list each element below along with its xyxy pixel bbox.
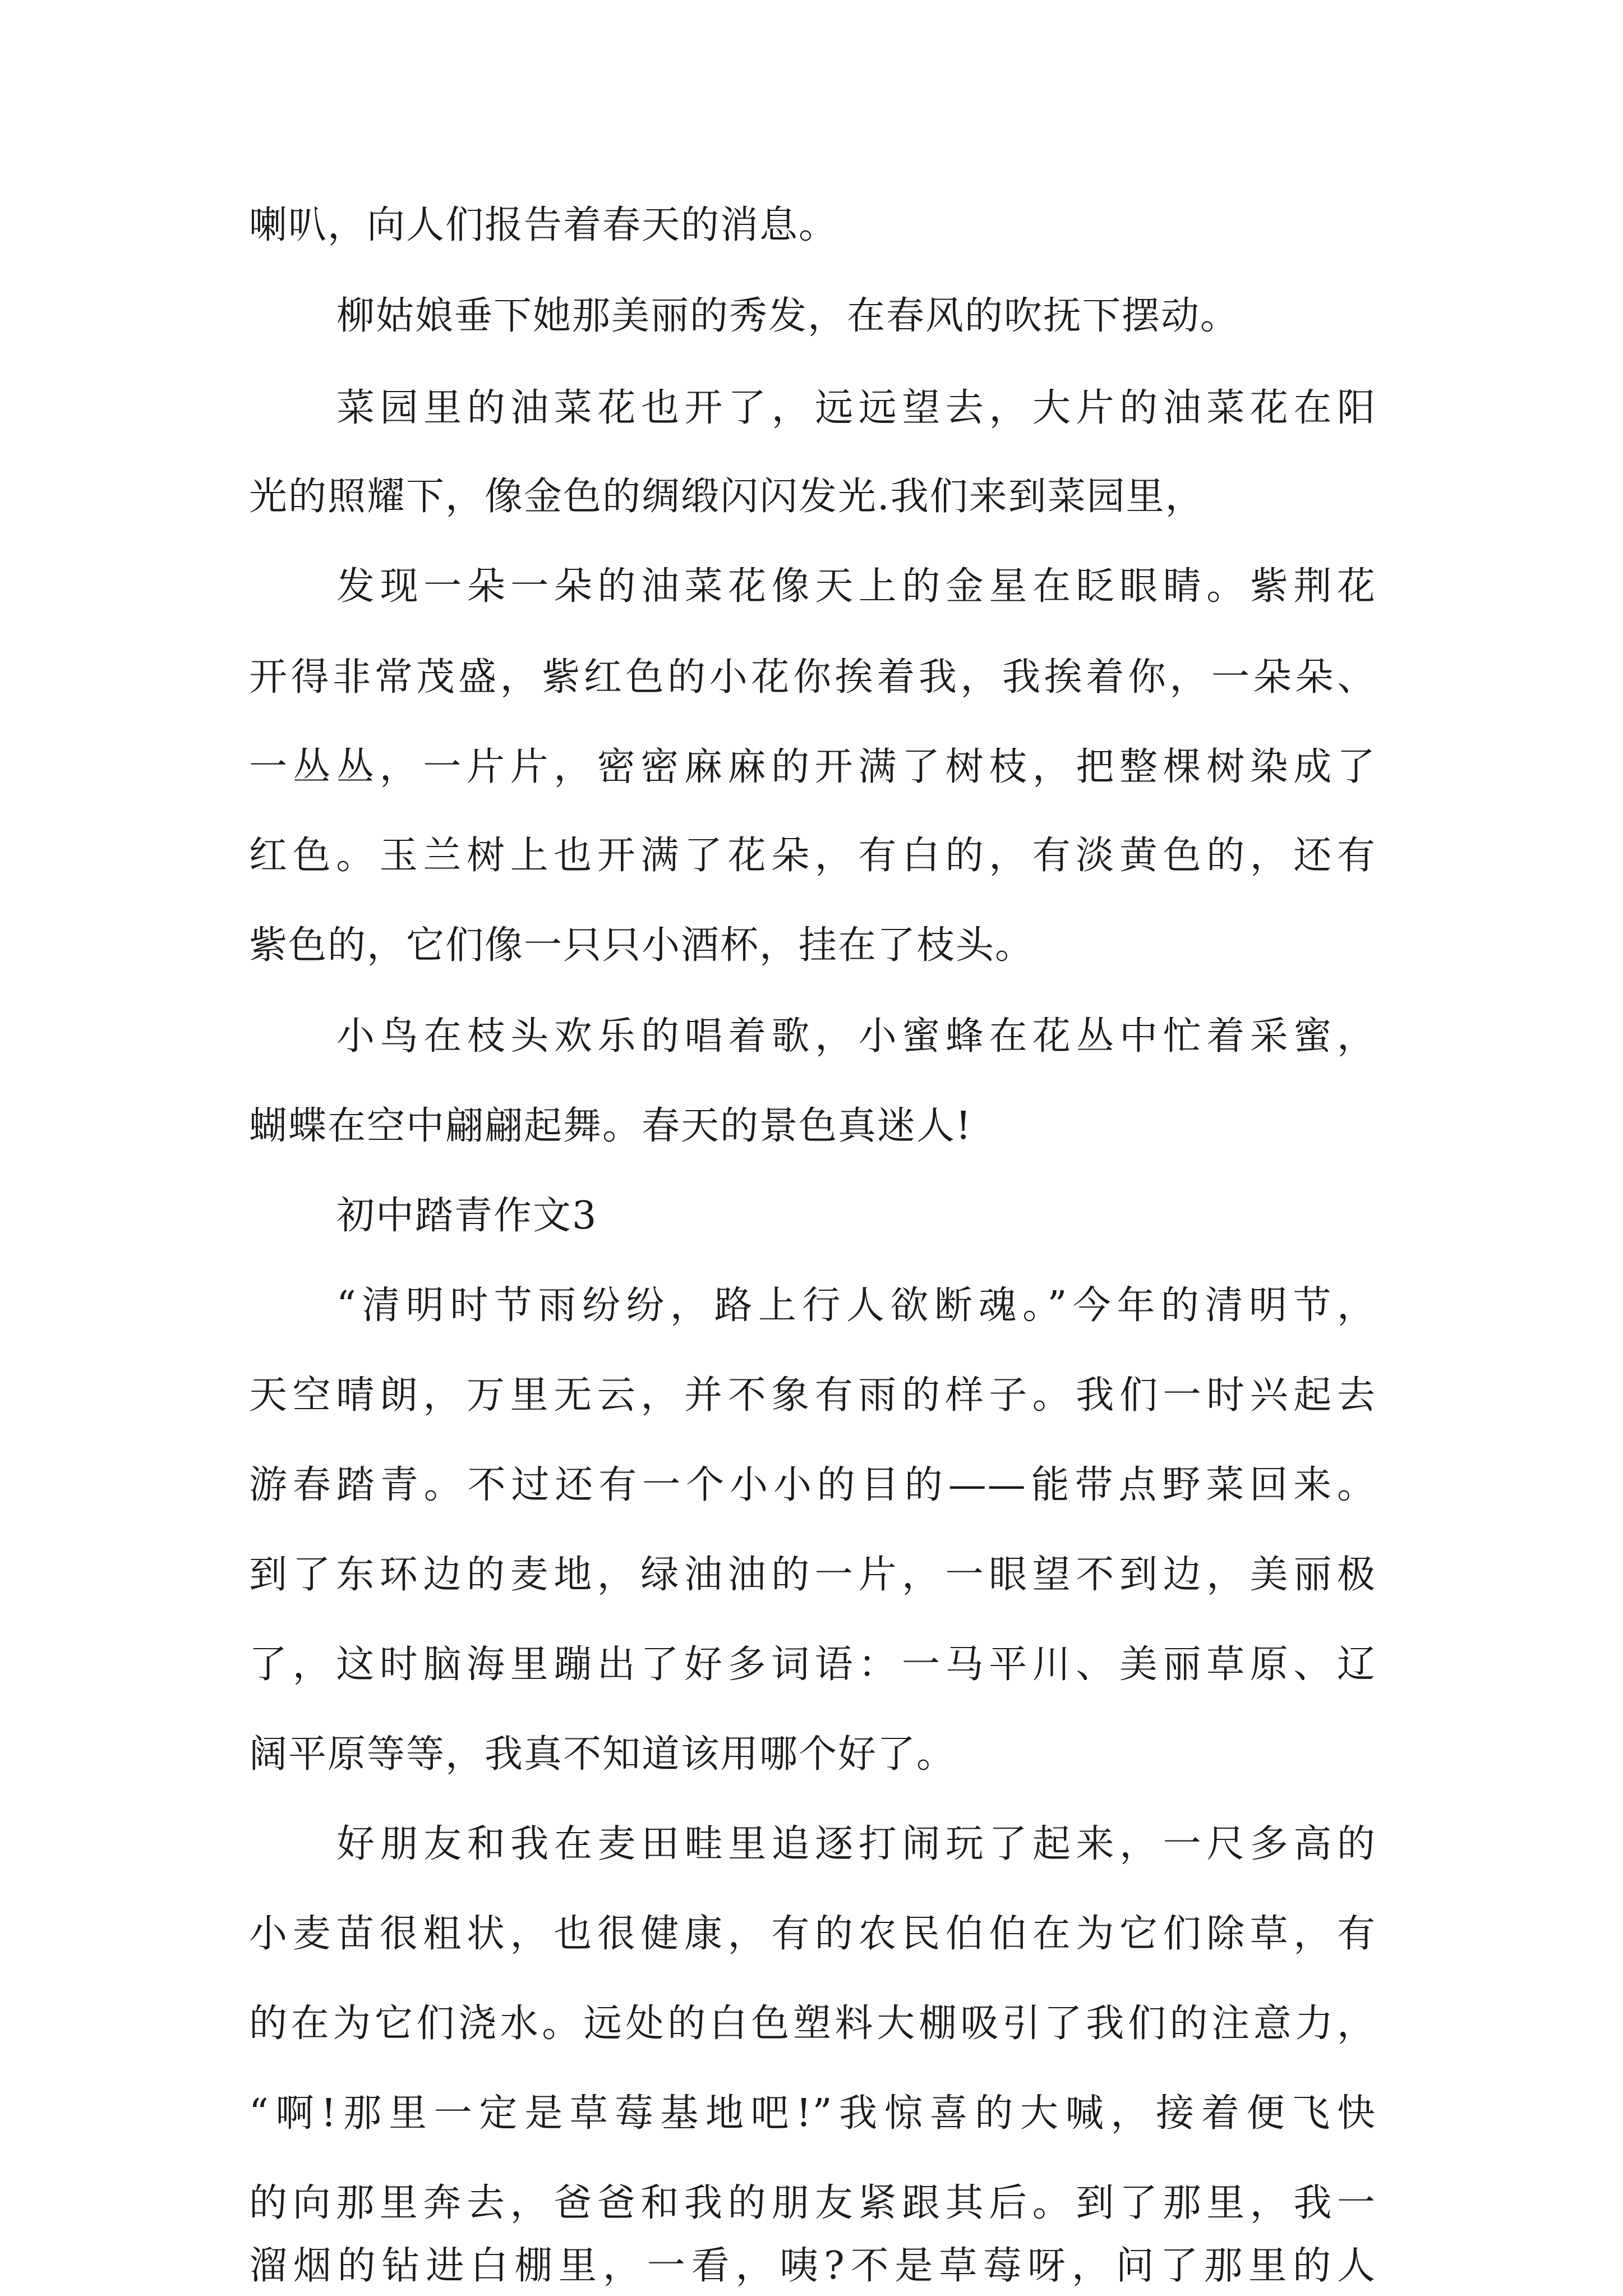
text-line: 了，这时脑海里蹦出了好多词语：一马平川、美丽草原、辽 <box>249 1642 1376 1687</box>
text-line: 天空晴朗，万里无云，并不象有雨的样子。我们一时兴起去 <box>249 1373 1376 1418</box>
text-line: 开得非常茂盛，紫红色的小花你挨着我，我挨着你，一朵朵、 <box>249 655 1376 700</box>
text-line: 到了东环边的麦地，绿油油的一片，一眼望不到边，美丽极 <box>249 1553 1376 1597</box>
text-line: 光的照耀下，像金色的绸缎闪闪发光.我们来到菜园里， <box>249 475 1205 519</box>
text-line: 游春踏青。不过还有一个小小的目的——能带点野菜回来。 <box>249 1463 1376 1507</box>
text-line: 的在为它们浇水。远处的白色塑料大棚吸引了我们的注意力， <box>249 2001 1376 2046</box>
text-line: 的向那里奔去，爸爸和我的朋友紧跟其后。到了那里，我一 <box>249 2181 1376 2225</box>
text-line: 小麦苗很粗状，也很健康，有的农民伯伯在为它们除草，有 <box>249 1912 1376 1956</box>
text-line: 喇叭，向人们报告着春天的消息。 <box>249 203 838 247</box>
text-line: 一丛丛，一片片，密密麻麻的开满了树枝，把整棵树染成了 <box>249 745 1376 789</box>
text-line: 小鸟在枝头欢乐的唱着歌，小蜜蜂在花丛中忙着采蜜， <box>336 1014 1376 1059</box>
text-line: 发现一朵一朵的油菜花像天上的金星在眨眼睛。紫荆花 <box>336 564 1376 609</box>
text-line: 好朋友和我在麦田畦里追逐打闹玩了起来，一尺多高的 <box>336 1822 1376 1866</box>
section-heading: 初中踏青作文3 <box>336 1194 598 1238</box>
text-line: 溜烟的钻进白棚里，一看，咦?不是草莓呀，问了那里的人 <box>249 2244 1376 2288</box>
text-line: 红色。玉兰树上也开满了花朵，有白的，有淡黄色的，还有 <box>249 834 1376 878</box>
text-line: 紫色的，它们像一只只小酒杯，挂在了枝头。 <box>249 923 1035 968</box>
text-line: 柳姑娘垂下她那美丽的秀发，在春风的吹抚下摆动。 <box>336 294 1240 338</box>
text-line: “清明时节雨纷纷，路上行人欲断魂。”今年的清明节， <box>336 1283 1376 1328</box>
text-line: 菜园里的油菜花也开了，远远望去，大片的油菜花在阳 <box>336 386 1376 430</box>
text-line: “啊!那里一定是草莓基地吧!”我惊喜的大喊，接着便飞快 <box>249 2091 1376 2136</box>
text-line: 蝴蝶在空中翩翩起舞。春天的景色真迷人! <box>249 1104 972 1148</box>
text-line: 阔平原等等，我真不知道该用哪个好了。 <box>249 1732 956 1777</box>
